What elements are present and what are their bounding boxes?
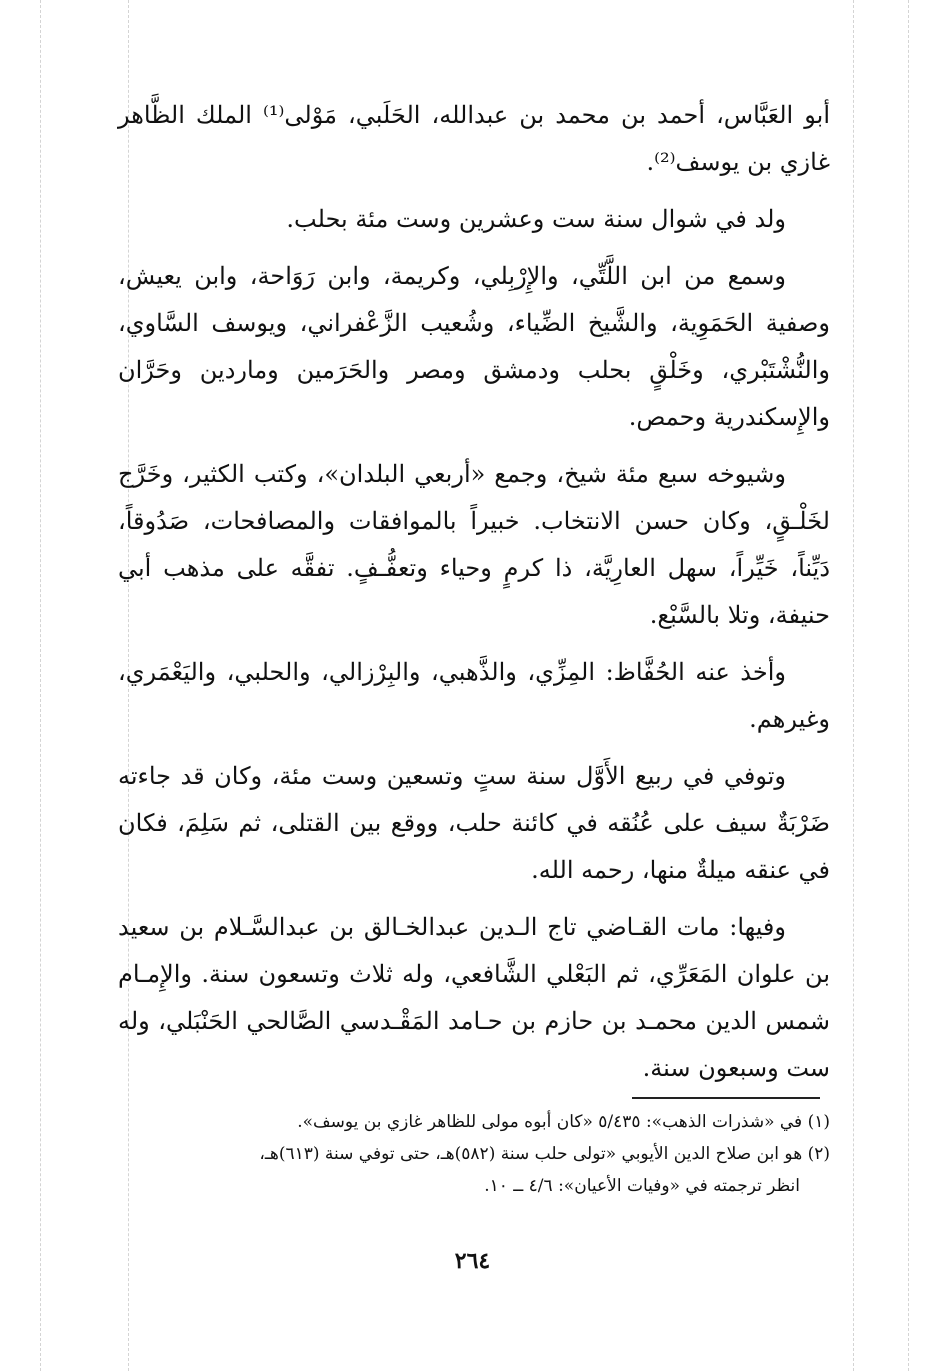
paragraph-birth: ولد في شوال سنة ست وعشرين وست مئة بحلب.	[286, 205, 786, 233]
paragraph-teachers: وسمع من ابن اللَّتِّي، والإِرْبِلي، وكريمة، وابن رَوَاحة، وابن يعيش، وصفية الحَمَوِية، والشَّيخ الضِّياء، وشُعيب الزَّعْفراني، ويوسف السَّاوي، والنُّشْتَبْري، وخَلْقٍ بحلب ودمشق ومصر والحَرَمين وماردين وحَرَّان والإِسكندرية وحمص.	[118, 262, 830, 431]
scan-guide-line	[40, 0, 41, 1371]
paragraph-name-heading: أبو العَبَّاس، أحمد بن محمد بن عبدالله، الحَلَبي، مَوْلى⁽¹⁾ الملك الظَّاهر غازي بن يوسف⁽²⁾.	[118, 101, 831, 176]
footnote-1: (١) في «شذرات الذهب»: ٥/٤٣٥ «كان أبوه مولى للظاهر غازي بن يوسف».	[297, 1112, 830, 1132]
paragraph-same-year-deaths: وفيها: مات القـاضي تاج الـدين عبدالخـالق بن عبدالسَّـلام بن سعيد بن علوان المَعَرِّي، ثم البَعْلي الشَّافعي، وله ثلاث وتسعون سنة. والإِمـام شمس الدين محمـد بن حازم بن حـامد المَقْـدسي الصَّالحي الحَنْبَلي، وله ست وسبعون سنة.	[118, 913, 830, 1082]
main-text	[118, 92, 830, 1102]
footnote-2: (٢) هو ابن صلاح الدين الأيوبي «تولى حلب سنة (٥٨٢)هـ، حتى توفي سنة (٦١٣)هـ،	[259, 1144, 830, 1164]
paragraph-students: وأخذ عنه الحُفَّاظ: المِزِّي، والذَّهبي، والبِرْزالي، والحلبي، واليَعْمَري، وغيرهم.	[118, 658, 830, 733]
footnote-separator	[632, 1097, 820, 1099]
footnote-2-continuation: انظر ترجمته في «وفيات الأعيان»: ٤/٦ ــ ١٠.	[484, 1176, 800, 1196]
scan-guide-line	[853, 0, 854, 1371]
page-number: ٢٦٤	[454, 1248, 491, 1274]
paragraph-death: وتوفي في ربيع الأَوَّل سنة ستٍ وتسعين وست مئة، وكان قد جاءته ضَرْبَةٌ سيف على عُنُقه في كائنة حلب، ووقع بين القتلى، ثم سَلِمَ، فكان في عنقه ميلةٌ منها، رحمه الله.	[118, 762, 830, 884]
scan-guide-line	[908, 0, 909, 1371]
footnotes	[118, 1106, 830, 1202]
paragraph-shaykhs: وشيوخه سبع مئة شيخ، وجمع «أربعي البلدان»، وكتب الكثير، وخَرَّج لخَلْـقٍ، وكان حسن الانتخاب. خبيراً بالموافقات والمصافحات، صَدُوقاً، دَيِّناً، خَيِّراً، سهل العارِيَّة، ذا كرمٍ وحياء وتعفُّـفٍ. تفقَّه على مذهب أبي حنيفة، وتلا بالسَّبْع.	[118, 460, 831, 629]
